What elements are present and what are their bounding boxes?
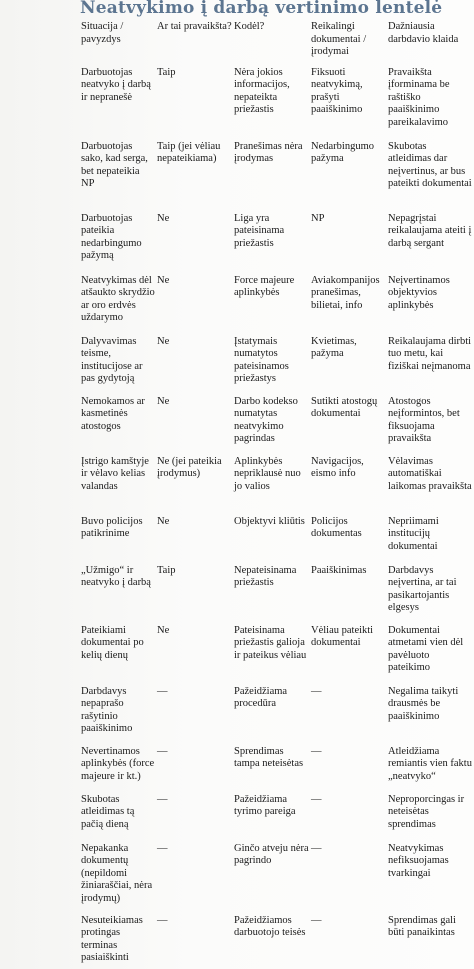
cell-situation: Neatvykimas dėl atšaukto skrydžio ar oro erdvės uždarymo [81, 275, 155, 324]
header-employer-mistake: Dažniausia darbdavio klaida [388, 21, 459, 45]
cell-documents: Nedarbingumo pažyma [311, 141, 374, 165]
cell-reason: Objektyvi kliūtis [234, 516, 305, 527]
header-is-absence: Ar tai pravaikšta? [157, 21, 232, 32]
cell-documents: — [311, 686, 322, 697]
cell-situation: Darbuotojas sako, kad serga, bet nepateikia NP [81, 141, 148, 190]
cell-situation: Nemokamos ar kasmetinės atostogos [81, 396, 145, 432]
cell-is-absence: — [157, 794, 168, 805]
cell-is-absence: Ne [157, 396, 170, 407]
cell-is-absence: Taip [157, 565, 176, 576]
cell-is-absence: Ne [157, 625, 170, 636]
cell-situation: Nevertinamos aplinkybės (force majeure ir kt.) [81, 746, 155, 782]
cell-employer-mistake: Darbdavys neįvertina, ar tai pasikartojantis elgesys [388, 565, 457, 614]
cell-employer-mistake: Skubotas atleidimas dar neįvertinus, ar bus pateikti dokumentai [388, 141, 472, 190]
cell-situation: Nepakanka dokumentų (nepildomi žiniaraščiai, nėra įrodymų) [81, 843, 153, 904]
cell-is-absence: Ne (jei pateikia įrodymus) [157, 456, 222, 480]
cell-is-absence: — [157, 746, 168, 757]
cell-situation: Nesuteikiamas protingas terminas pasiaiškinti [81, 915, 143, 964]
cell-employer-mistake: Neproporcingas ir neteisėtas sprendimas [388, 794, 465, 830]
cell-situation: Įstrigo kamštyje ir vėlavo kelias valandas [81, 456, 149, 492]
cell-is-absence: Ne [157, 213, 170, 224]
cell-employer-mistake: Atleidžiama remiantis vien faktu „neatvyko“ [388, 746, 472, 782]
cell-situation: Darbuotojas neatvyko į darbą ir nepranešė [81, 67, 151, 103]
cell-documents: Fiksuoti neatvykimą, prašyti paaiškinimo [311, 67, 363, 116]
cell-reason: Nėra jokios informacijos, nepateikta priežastis [234, 67, 290, 116]
cell-employer-mistake: Neatvykimas nefiksuojamas tvarkingai [388, 843, 449, 879]
cell-reason: Darbo kodekso numatytas neatvykimo pagrindas [234, 396, 298, 445]
cell-reason: Pažeidžiama tyrimo pareiga [234, 794, 296, 818]
cell-reason: Nepateisinama priežastis [234, 565, 297, 589]
cell-is-absence: — [157, 686, 168, 697]
cell-reason: Sprendimas tampa neteisėtas [234, 746, 304, 770]
cell-reason: Force majeure aplinkybės [234, 275, 295, 299]
cell-reason: Pažeidžiama procedūra [234, 686, 288, 710]
cell-documents: Sutikti atostogų dokumentai [311, 396, 378, 420]
cell-documents: Aviakompanijos pranešimas, bilietai, info [311, 275, 380, 311]
cell-documents: — [311, 915, 322, 926]
cell-reason: Įstatymais numatytos pateisinamos priežastys [234, 336, 289, 385]
cell-employer-mistake: Sprendimas gali būti panaikintas [388, 915, 456, 939]
cell-situation: Darbuotojas pateikia nedarbingumo pažymą [81, 213, 142, 262]
cell-is-absence: Ne [157, 516, 170, 527]
cell-is-absence: Taip (jei vėliau nepateikiama) [157, 141, 221, 165]
cell-employer-mistake: Dokumentai atmetami vien dėl pavėluoto pateikimo [388, 625, 464, 674]
cell-documents: — [311, 794, 322, 805]
header-situation: Situacija / pavyzdys [81, 21, 124, 45]
cell-is-absence: — [157, 843, 168, 854]
cell-employer-mistake: Nepriimami institucijų dokumentai [388, 516, 439, 552]
cell-reason: Aplinkybės nepriklausė nuo jo valios [234, 456, 301, 492]
header-documents: Reikalingi dokumentai / įrodymai [311, 21, 367, 58]
cell-situation: „Užmigo“ ir neatvyko į darbą [81, 565, 151, 589]
cell-is-absence: Taip [157, 67, 176, 78]
cell-documents: Vėliau pateikti dokumentai [311, 625, 374, 649]
header-reason: Kodėl? [234, 21, 265, 32]
cell-documents: Paaiškinimas [311, 565, 367, 576]
cell-situation: Skubotas atleidimas tą pačią dieną [81, 794, 135, 830]
cell-employer-mistake: Atostogos neįformintos, bet fiksuojama pravaikšta [388, 396, 460, 445]
cell-employer-mistake: Neįvertinamos objektyvios aplinkybės [388, 275, 450, 311]
cell-employer-mistake: Vėlavimas automatiškai laikomas pravaikšta [388, 456, 472, 492]
cell-employer-mistake: Negalima taikyti drausmės be paaiškinimo [388, 686, 459, 722]
cell-documents: Navigacijos, eismo info [311, 456, 364, 480]
cell-reason: Liga yra pateisinama priežastis [234, 213, 285, 249]
cell-reason: Pranešimas nėra įrodymas [234, 141, 303, 165]
cell-documents: Policijos dokumentas [311, 516, 362, 540]
cell-situation: Buvo policijos patikrinime [81, 516, 143, 540]
cell-is-absence: Ne [157, 336, 170, 347]
cell-is-absence: Ne [157, 275, 170, 286]
cell-documents: — [311, 843, 322, 854]
cell-employer-mistake: Pravaikšta įforminama be raštiško paaiškinimo pareikalavimo [388, 67, 450, 128]
cell-reason: Pateisinama priežastis galioja ir pateikus vėliau [234, 625, 307, 661]
cell-documents: — [311, 746, 322, 757]
cell-documents: NP [311, 213, 325, 224]
cell-is-absence: — [157, 915, 168, 926]
document-title: Neatvykimo į darbą vertinimo lentelė [80, 0, 443, 18]
cell-situation: Darbdavys nepaprašo rašytinio paaiškinimo [81, 686, 133, 735]
cell-employer-mistake: Reikalaujama dirbti tuo metu, kai fiziškai neįmanoma [388, 336, 472, 372]
cell-reason: Pažeidžiamos darbuotojo teisės [234, 915, 306, 939]
cell-documents: Kvietimas, pažyma [311, 336, 357, 360]
cell-employer-mistake: Nepagrįstai reikalaujama ateiti į darbą sergant [388, 213, 472, 249]
cell-situation: Dalyvavimas teisme, institucijose ar pas gydytoją [81, 336, 143, 385]
cell-reason: Ginčo atveju nėra pagrindo [234, 843, 309, 867]
cell-situation: Pateikiami dokumentai po kelių dienų [81, 625, 144, 661]
